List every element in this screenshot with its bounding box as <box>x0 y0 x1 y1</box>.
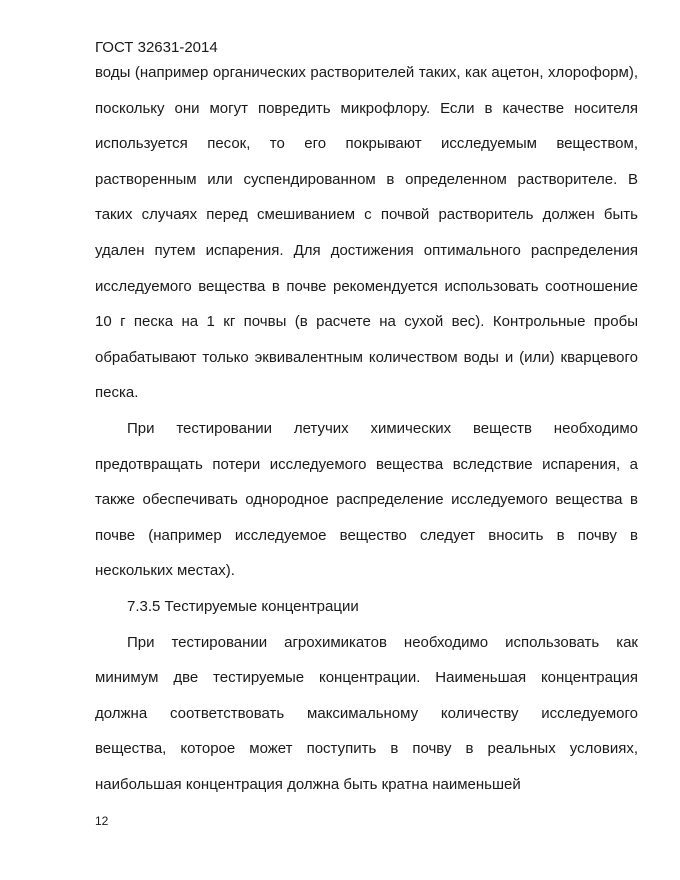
section-heading-7-3-5: 7.3.5 Тестируемые концентрации <box>127 597 359 615</box>
page-number: 12 <box>95 814 109 828</box>
paragraph-test-concentrations: При тестировании агрохимикатов необходимо использовать как минимум две тестируемые концентрации. Наименьшая концентрация должна соответствовать максимальному количеству исследуемого вещества, которое может поступить в почву в реальных условиях, наибольшая концентрация должна быть кратна наименьшей <box>95 633 638 793</box>
paragraph-continuation: воды (например органических растворителей таких, как ацетон, хлороформ), поскольку они могут повредить микрофлору. Если в качестве носителя используется песок, то его покрывают исследуемым веществом, растворенным или суспендированном в определенном растворителе. В таких случаях перед смешиванием с почвой растворитель должен быть удален путем испарения. Для достижения оптимального распределения исследуемого вещества в почве рекомендуется использовать соотношение 10 г песка на 1 кг почвы (в расчете на сухой вес). Контрольные пробы обрабатывают только эквивалентным количеством воды и (или) кварцевого песка. <box>95 64 638 402</box>
document-body <box>95 55 638 802</box>
document-header: ГОСТ 32631-2014 <box>95 39 218 56</box>
paragraph-volatile-substances: При тестировании летучих химических веществ необходимо предотвращать потери исследуемого вещества вследствие испарения, а также обеспечивать однородное распределение исследуемого вещества в почве (например исследуемое вещество следует вносить в почву в нескольких местах). <box>95 419 638 580</box>
